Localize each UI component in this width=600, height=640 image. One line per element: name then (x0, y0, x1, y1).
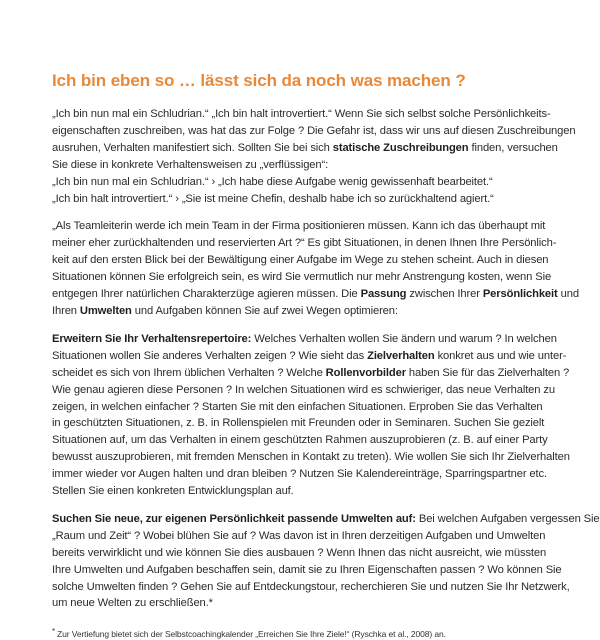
paragraph-lead: Erweitern Sie Ihr Verhaltensrepertoire: (52, 332, 252, 345)
text-line: immer wieder vor Augen halten und dran bleiben ? Nutzen Sie Kalendereinträge, Sparringspartner etc. (52, 468, 547, 481)
text-line: solche Umwelten finden ? Gehen Sie auf Entdeckungstour, recherchieren Sie und nutzen Sie Ihr Netzwerk, (52, 580, 570, 593)
example-line: „Ich bin halt introvertiert.“ › „Sie ist meine Chefin, deshalb habe ich so zurückhaltend agiert.“ (52, 192, 494, 205)
text-line: „Raum und Zeit“ ? Wobei blühen Sie auf ? Was davon ist in Ihren derzeitigen Aufgaben und Umwelten (52, 529, 546, 542)
text-line: bewusst auszuprobieren, mit fremden Menschen in Kontakt zu treten). Wie wollen Sie sich Ihr Zielverhalten (52, 451, 570, 464)
footnote-text: Zur Vertiefung bietet sich der Selbstcoachingkalender „Erreichen Sie Ihre Ziele!“ (Ryschka et al., 2008) an. (57, 629, 446, 640)
text-fragment: zwischen Ihrer (406, 288, 483, 301)
text-fragment: Welches Verhalten wollen Sie ändern und warum ? In welchen (251, 332, 557, 345)
footnote-marker: * (52, 627, 56, 637)
text-line: meiner eher zurückhaltenden und reservierten Art ?“ Es gibt Situationen, in denen Ihnen Ihre Persönlich- (52, 237, 557, 250)
text-line (52, 348, 567, 365)
text-fragment: Ihren (52, 304, 80, 317)
paragraph-new-environments (52, 511, 600, 612)
bold-term: Persönlichkeit (482, 288, 558, 301)
text-line: Ihre Umwelten und Aufgaben beschaffen sein, damit sie zu Ihren Eigenschaften passen ? Wo können Sie (52, 563, 562, 576)
bold-term: Umwelten (79, 304, 132, 317)
text-fragment: konkret aus und wie unter- (434, 349, 567, 362)
bold-term: Rollenvorbilder (325, 366, 406, 379)
text-line (52, 365, 570, 382)
text-line (52, 286, 579, 303)
bold-term: Zielverhalten (367, 349, 435, 362)
bold-term: statische Zuschreibungen (332, 141, 469, 154)
text-line: um neue Welten zu erschließen.* (52, 597, 213, 610)
text-fragment: scheidet es sich von Ihrem üblichen Verhalten ? Welche (52, 366, 326, 379)
text-line: zeigen, in welchen einfacher ? Starten Sie mit den einfachen Situationen. Erproben Sie das Verhalten (52, 400, 543, 413)
text-line: Situationen können Sie erfolgreich sein, es wird Sie vermutlich nur mehr Anstrengung kosten, wenn Sie (52, 271, 552, 284)
text-line (52, 331, 557, 348)
text-line: Wie genau agieren diese Personen ? In welchen Situationen wird es schwieriger, das neue Verhalten zu (52, 383, 555, 396)
text-line: eigenschaften zuschreiben, was hat das zur Folge ? Die Gefahr ist, dass wir uns auf diesen Zuschreibungen (52, 124, 576, 137)
text-line: Sie diese in konkrete Verhaltensweisen zu „verflüssigen“: (52, 158, 329, 171)
text-line (52, 303, 557, 320)
text-line: „Als Teamleiterin werde ich mein Team in der Firma positionieren müssen. Kann ich das überhaupt mit (52, 220, 546, 233)
text-line: keit auf den ersten Blick bei der Bewältigung einer Aufgabe im Wege zu stehen scheint. Auch in diesen (52, 254, 549, 267)
paragraph-lead: Suchen Sie neue, zur eigenen Persönlichkeit passende Umwelten auf: (52, 512, 416, 525)
text-fragment: und Aufgaben können Sie auf zwei Wegen optimieren: (131, 304, 398, 317)
paragraph-static-attributions (52, 106, 576, 207)
paragraph-team-leader (52, 218, 579, 319)
paragraph-expand-repertoire (52, 331, 570, 500)
text-fragment: Bei welchen Aufgaben vergessen Sie (415, 512, 600, 525)
text-fragment: haben Sie für das Zielverhalten ? (405, 366, 570, 379)
example-line: „Ich bin nun mal ein Schludrian.“ › „Ich habe diese Aufgabe wenig gewissenhaft bearbeitet.“ (52, 175, 493, 188)
text-line: Stellen Sie einen konkreten Entwicklungsplan auf. (52, 485, 294, 498)
text-line: in geschützten Situationen, z. B. in Rollenspielen mit Freunden oder in Seminaren. Suchen Sie gezielt (52, 417, 545, 430)
section-heading: Ich bin eben so … lässt sich da noch was machen ? (52, 71, 466, 90)
bold-term: Passung (360, 288, 407, 301)
text-fragment: ausruhen, Verhalten manifestiert sich. Sollten Sie bei sich (52, 141, 333, 154)
text-line: „Ich bin nun mal ein Schludrian.“ „Ich bin halt introvertiert.“ Wenn Sie sich selbst solche Persönlichkeits- (52, 108, 551, 120)
text-line: bereits verwirklicht und wie können Sie dies ausbauen ? Wenn Ihnen das nicht ausreicht, wie müssten (52, 546, 547, 559)
document-page (52, 70, 600, 640)
text-fragment: Situationen wollen Sie anderes Verhalten zeigen ? Wie sieht das (52, 349, 368, 362)
text-fragment: und (557, 288, 579, 301)
text-line (52, 140, 557, 157)
text-fragment: entgegen Ihrer natürlichen Charakterzüge agieren müssen. Die (52, 288, 361, 301)
text-fragment: finden, versuchen (468, 141, 558, 154)
text-line: Situationen auf, um das Verhalten in einem geschützten Rahmen auszuprobieren (z. B. auf einer Party (52, 434, 548, 447)
footnote (52, 626, 557, 640)
text-line (52, 511, 600, 528)
